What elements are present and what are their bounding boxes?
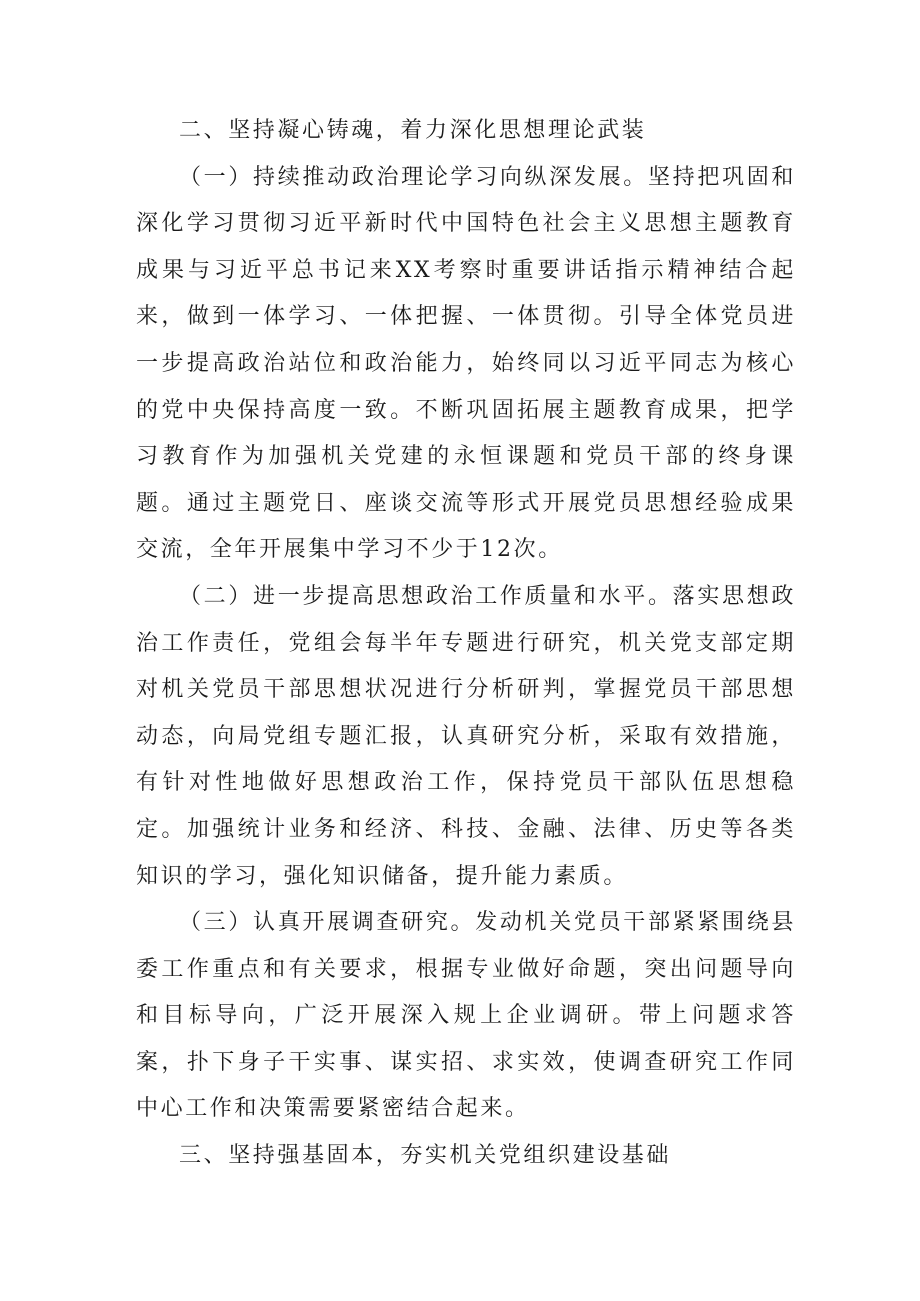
section-heading-3: 三、坚持强基固本，夯实机关党组织建设基础: [179, 1143, 672, 1169]
paragraph-1: （一）持续推动政治理论学习向纵深发展。坚持把巩固和深化学习贯彻习近平新时代中国特色社会主义思想主题教育成果与习近平总书记来XX考察时重要讲话指示精神结合起来，做到一体学习、一体把握、一体贯彻。引导全体党员进一步提高政治站位和政治能力，始终同以习近平同志为核心的党中央保持高度一致。不断巩固拓展主题教育成果，把学习教育作为加强机关党建的永恒课题和党员干部的终身课题。通过主题党日、座谈交流等形式开展党员思想经验成果交流，全年开展集中学习不少于12次。: [136, 164, 796, 563]
paragraph-3: （三）认真开展调查研究。发动机关党员干部紧紧围绕县委工作重点和有关要求，根据专业做好命题，突出问题导向和目标导向，广泛开展深入规上企业调研。带上问题求答案，扑下身子干实事、谋实招、求实效，使调查研究工作同中心工作和决策需要紧密结合起来。: [136, 910, 796, 1122]
section-heading-2: 二、坚持凝心铸魂，着力深化思想理论武装: [179, 118, 647, 143]
paragraph-2: （二）进一步提高思想政治工作质量和水平。落实思想政治工作责任，党组会每半年专题进行研究，机关党支部定期对机关党员干部思想状况进行分析研判，掌握党员干部思想动态，向局党组专题汇报，认真研究分析，采取有效措施，有针对性地做好思想政治工作，保持党员干部队伍思想稳定。加强统计业务和经济、科技、金融、法律、历史等各类知识的学习，强化知识储备，提升能力素质。: [136, 583, 796, 889]
document-body: [136, 108, 796, 1180]
